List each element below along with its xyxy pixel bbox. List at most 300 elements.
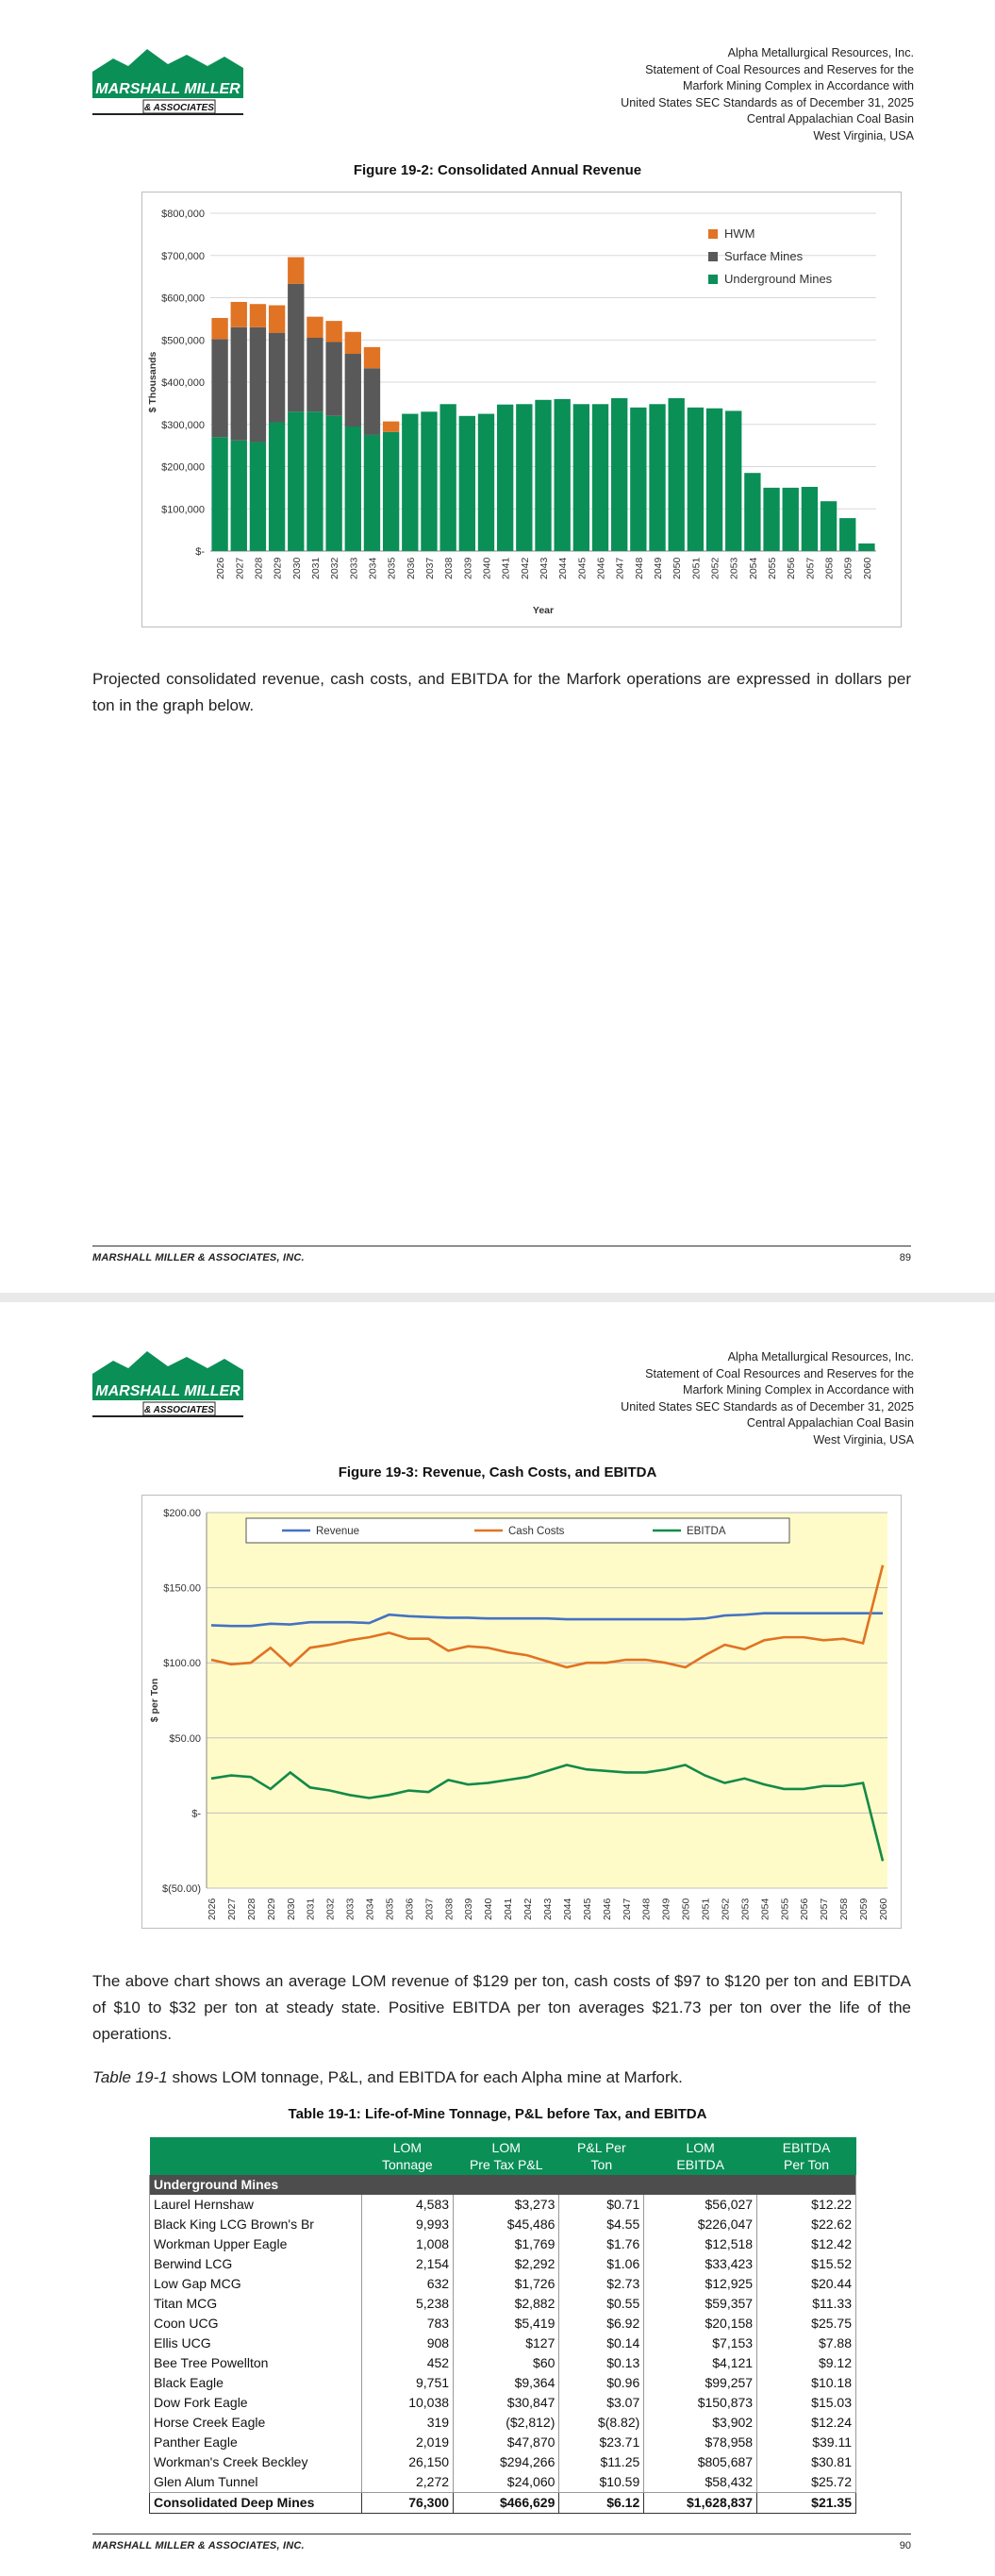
- bar-segment: [325, 321, 341, 342]
- x-tick-label: 2040: [481, 557, 493, 579]
- per-ton-line-chart-svg: [142, 1496, 901, 1928]
- table-cell: $12.24: [757, 2413, 856, 2433]
- table-cell: $0.71: [559, 2195, 644, 2215]
- x-tick-label: 2055: [779, 1898, 791, 1920]
- table-cell: $12.42: [757, 2234, 856, 2254]
- x-axis-label: Year: [532, 605, 555, 616]
- table-cell: $25.75: [757, 2314, 856, 2333]
- table-row: [150, 2373, 856, 2393]
- page-header: [518, 1349, 914, 1449]
- x-tick-label: 2038: [443, 557, 456, 579]
- table-row: [150, 2215, 856, 2234]
- y-tick-label: $-: [195, 546, 205, 558]
- legend-label: Underground Mines: [724, 272, 833, 286]
- table-cell: $10.18: [757, 2373, 856, 2393]
- table-cell: Panther Eagle: [150, 2433, 362, 2452]
- page2-paragraph-1: The above chart shows an average LOM revenue of $129 per ton, cash costs of $97 to $120 per ton and EBITDA of $10 to $32 per ton at steady state. Positive EBITDA per ton averages $21.73 per ton over the life of the operations.: [92, 1972, 911, 2043]
- table-cell: Low Gap MCG: [150, 2274, 362, 2294]
- table-cell: $150,873: [644, 2393, 757, 2413]
- table-row: [150, 2254, 856, 2274]
- table-cell: $294,266: [454, 2452, 559, 2472]
- x-tick-label: 2028: [245, 1898, 257, 1920]
- x-tick-label: 2056: [799, 1898, 811, 1920]
- table-cell: $47,870: [454, 2433, 559, 2452]
- table-cell: $45,486: [454, 2215, 559, 2234]
- section-row: [150, 2175, 856, 2195]
- x-tick-label: 2045: [581, 1898, 593, 1920]
- table-row: [150, 2333, 856, 2353]
- table-19-1-title: Table 19-1: Life-of-Mine Tonnage, P&L before Tax, and EBITDA: [288, 2106, 707, 2122]
- company-logo: [92, 1347, 243, 1418]
- x-tick-label: 2051: [700, 1898, 712, 1920]
- table-cell: $33,423: [644, 2254, 757, 2274]
- table-cell: $1.76: [559, 2234, 644, 2254]
- x-tick-label: 2033: [348, 557, 360, 579]
- bar-segment: [763, 488, 779, 551]
- table-cell: 1,008: [361, 2234, 453, 2254]
- table-cell: $56,027: [644, 2195, 757, 2215]
- header-line-6: West Virginia, USA: [813, 128, 914, 142]
- bar-segment: [688, 408, 704, 551]
- table-cell: 9,993: [361, 2215, 453, 2234]
- y-tick-label: $(50.00): [162, 1883, 201, 1895]
- x-tick-label: 2037: [423, 1898, 436, 1920]
- table-row: [150, 2195, 856, 2215]
- legend-swatch: [708, 229, 718, 239]
- table-row: [150, 2433, 856, 2452]
- legend-swatch: [708, 252, 718, 261]
- bar-segment: [497, 405, 513, 551]
- table-cell: $58,432: [644, 2472, 757, 2493]
- table-cell: $12,518: [644, 2234, 757, 2254]
- header-line-4: United States SEC Standards as of December 31, 2025: [621, 95, 914, 109]
- table-cell: 26,150: [361, 2452, 453, 2472]
- y-axis-label: $ per Ton: [149, 1678, 160, 1723]
- x-tick-label: 2047: [614, 557, 626, 579]
- bar-segment: [211, 339, 227, 437]
- table-cell: $0.96: [559, 2373, 644, 2393]
- x-tick-label: 2053: [739, 1898, 752, 1920]
- table-cell: $22.62: [757, 2215, 856, 2234]
- table-cell: 452: [361, 2353, 453, 2373]
- table-row: [150, 2353, 856, 2373]
- x-tick-label: 2034: [364, 1898, 376, 1920]
- table-row: [150, 2393, 856, 2413]
- table-cell: Titan MCG: [150, 2294, 362, 2314]
- section-label: Underground Mines: [150, 2175, 856, 2195]
- legend-label: EBITDA: [687, 1526, 726, 1537]
- table-cell: $30,847: [454, 2393, 559, 2413]
- bar-segment: [744, 473, 760, 551]
- table-cell: 908: [361, 2333, 453, 2353]
- x-tick-label: 2048: [640, 1898, 653, 1920]
- table-cell: Laurel Hernshaw: [150, 2195, 362, 2215]
- revenue-bar-chart-svg: [142, 192, 901, 627]
- bar-segment: [821, 501, 837, 551]
- table-row: [150, 2234, 856, 2254]
- table-cell: $2,882: [454, 2294, 559, 2314]
- table-cell: $127: [454, 2333, 559, 2353]
- x-tick-label: 2046: [595, 557, 607, 579]
- table-row: [150, 2413, 856, 2433]
- figure-19-3-title: Figure 19-3: Revenue, Cash Costs, and EBITDA: [338, 1464, 657, 1480]
- table-cell: $0.13: [559, 2353, 644, 2373]
- table-cell: $0.55: [559, 2294, 644, 2314]
- page-number: 89: [899, 1252, 911, 1263]
- x-tick-label: 2049: [653, 557, 665, 579]
- bar-segment: [535, 400, 551, 551]
- y-tick-label: $-: [191, 1808, 201, 1820]
- bar-segment: [231, 441, 247, 551]
- table-cell: $9,364: [454, 2373, 559, 2393]
- table-cell: 9,751: [361, 2373, 453, 2393]
- x-tick-label: 2032: [329, 557, 341, 579]
- header-line-4: United States SEC Standards as of December 31, 2025: [621, 1399, 914, 1413]
- column-header: LOM EBITDA: [644, 2137, 757, 2175]
- table-cell: $2,292: [454, 2254, 559, 2274]
- legend-label: Revenue: [316, 1526, 360, 1537]
- x-tick-label: 2053: [728, 557, 740, 579]
- logo-text-bottom: & ASSOCIATES: [144, 1405, 214, 1415]
- y-tick-label: $800,000: [161, 209, 205, 220]
- x-tick-label: 2049: [660, 1898, 672, 1920]
- bar-segment: [402, 414, 418, 551]
- x-tick-label: 2060: [861, 557, 873, 579]
- table-cell: 319: [361, 2413, 453, 2433]
- bar-segment: [858, 544, 874, 551]
- y-tick-label: $50.00: [169, 1732, 201, 1745]
- x-tick-label: 2044: [557, 557, 570, 579]
- x-tick-label: 2041: [500, 557, 512, 579]
- table-cell: $12,925: [644, 2274, 757, 2294]
- legend-swatch: [708, 275, 718, 284]
- table-cell: Workman Upper Eagle: [150, 2234, 362, 2254]
- table-cell: $20.44: [757, 2274, 856, 2294]
- bar-segment: [669, 398, 685, 551]
- y-tick-label: $200.00: [163, 1508, 201, 1519]
- y-tick-label: $100.00: [163, 1658, 201, 1670]
- logo-text-top: MARSHALL MILLER: [95, 1383, 240, 1399]
- table-cell: $25.72: [757, 2472, 856, 2493]
- y-tick-label: $700,000: [161, 250, 205, 262]
- bar-segment: [592, 404, 608, 551]
- table-cell: $24,060: [454, 2472, 559, 2493]
- table-cell: 2,019: [361, 2433, 453, 2452]
- x-tick-label: 2042: [519, 557, 531, 579]
- total-row: [150, 2493, 856, 2514]
- x-tick-label: 2043: [539, 557, 550, 579]
- x-tick-label: 2039: [463, 1898, 475, 1920]
- table-cell: 5,238: [361, 2294, 453, 2314]
- x-tick-label: 2036: [405, 557, 417, 579]
- bar-segment: [211, 437, 227, 551]
- table-row: [150, 2314, 856, 2333]
- table-cell: $11.25: [559, 2452, 644, 2472]
- x-tick-label: 2052: [720, 1898, 732, 1920]
- x-tick-label: 2032: [324, 1898, 337, 1920]
- legend-label: Surface Mines: [724, 249, 804, 263]
- table-row: [150, 2452, 856, 2472]
- bar-segment: [269, 423, 285, 551]
- table-header-row: [150, 2137, 856, 2175]
- plot-area: [207, 1513, 887, 1888]
- legend-label: HWM: [724, 226, 755, 241]
- table-row: [150, 2274, 856, 2294]
- table-cell: $20,158: [644, 2314, 757, 2333]
- per-ton-line-chart: [141, 1495, 902, 1929]
- bar-segment: [630, 408, 646, 551]
- bar-segment: [250, 327, 266, 443]
- table-cell: $60: [454, 2353, 559, 2373]
- table-cell: 783: [361, 2314, 453, 2333]
- table-cell: $3.07: [559, 2393, 644, 2413]
- table-reference: Table 19-1: [92, 2068, 168, 2086]
- bar-segment: [307, 317, 323, 338]
- table-cell: $4,121: [644, 2353, 757, 2373]
- x-tick-label: 2040: [483, 1898, 495, 1920]
- x-tick-label: 2048: [633, 557, 645, 579]
- x-tick-label: 2047: [621, 1898, 633, 1920]
- logo-text-top: MARSHALL MILLER: [95, 81, 240, 97]
- bar-segment: [325, 342, 341, 415]
- bar-segment: [783, 488, 799, 551]
- x-tick-label: 2043: [542, 1898, 554, 1920]
- bar-segment: [839, 518, 855, 551]
- x-tick-label: 2046: [601, 1898, 613, 1920]
- column-header: LOM Tonnage: [361, 2137, 453, 2175]
- x-tick-label: 2057: [819, 1898, 831, 1920]
- table-cell: Black Eagle: [150, 2373, 362, 2393]
- table-cell: $30.81: [757, 2452, 856, 2472]
- bar-segment: [649, 404, 665, 551]
- x-tick-label: 2027: [225, 1898, 238, 1920]
- x-tick-label: 2026: [215, 557, 227, 579]
- table-cell: 632: [361, 2274, 453, 2294]
- x-tick-label: 2041: [503, 1898, 515, 1920]
- table-cell: $10.59: [559, 2472, 644, 2493]
- table-cell: $0.14: [559, 2333, 644, 2353]
- bar-segment: [364, 368, 380, 435]
- bar-segment: [211, 318, 227, 339]
- footer-firm: MARSHALL MILLER & ASSOCIATES, INC.: [92, 1252, 305, 1263]
- x-tick-label: 2039: [462, 557, 474, 579]
- y-tick-label: $600,000: [161, 293, 205, 305]
- bar-segment: [383, 432, 399, 551]
- x-tick-label: 2036: [404, 1898, 416, 1920]
- table-cell: $466,629: [454, 2493, 559, 2514]
- bar-segment: [345, 354, 361, 427]
- header-line-3: Marfork Mining Complex in Accordance with: [683, 1383, 914, 1397]
- table-cell: $1,769: [454, 2234, 559, 2254]
- table-cell: Workman's Creek Beckley: [150, 2452, 362, 2472]
- table-cell: $11.33: [757, 2294, 856, 2314]
- table-cell: $1,628,837: [644, 2493, 757, 2514]
- logo-graphic: [92, 1347, 243, 1418]
- y-tick-label: $300,000: [161, 419, 205, 431]
- table-cell: $59,357: [644, 2294, 757, 2314]
- table-cell: 10,038: [361, 2393, 453, 2413]
- bar-segment: [516, 404, 532, 551]
- bar-segment: [364, 347, 380, 368]
- x-tick-label: 2044: [561, 1898, 573, 1920]
- table-cell: $1,726: [454, 2274, 559, 2294]
- header-line-5: Central Appalachian Coal Basin: [746, 1416, 914, 1430]
- bar-segment: [439, 404, 456, 551]
- table-cell: $7,153: [644, 2333, 757, 2353]
- table-cell: $9.12: [757, 2353, 856, 2373]
- footer-firm: MARSHALL MILLER & ASSOCIATES, INC.: [92, 2540, 305, 2551]
- bar-segment: [611, 398, 627, 551]
- y-tick-label: $100,000: [161, 504, 205, 516]
- bar-segment: [307, 338, 323, 411]
- table-cell: Bee Tree Powellton: [150, 2353, 362, 2373]
- table-cell: $15.52: [757, 2254, 856, 2274]
- bar-segment: [459, 416, 475, 551]
- table-body: [150, 2175, 856, 2514]
- column-header: P&L Per Ton: [559, 2137, 644, 2175]
- column-header: [150, 2137, 362, 2175]
- page2-paragraph-2: [92, 2065, 911, 2091]
- table-cell: $21.35: [757, 2493, 856, 2514]
- bar-segment: [288, 411, 304, 551]
- revenue-bar-chart: [141, 192, 902, 627]
- table-cell: $99,257: [644, 2373, 757, 2393]
- table-cell: 4,583: [361, 2195, 453, 2215]
- y-tick-label: $400,000: [161, 377, 205, 389]
- x-tick-label: 2054: [759, 1898, 771, 1920]
- column-header: EBITDA Per Ton: [757, 2137, 856, 2175]
- table-cell: $3,902: [644, 2413, 757, 2433]
- bar-segment: [269, 333, 285, 423]
- table-cell: Horse Creek Eagle: [150, 2413, 362, 2433]
- x-tick-label: 2051: [690, 557, 703, 579]
- table-cell: 2,272: [361, 2472, 453, 2493]
- table-cell: Black King LCG Brown's Br: [150, 2215, 362, 2234]
- bar-segment: [250, 304, 266, 327]
- page-header: [518, 45, 914, 145]
- header-line-3: Marfork Mining Complex in Accordance with: [683, 79, 914, 93]
- logo-graphic: [92, 45, 243, 116]
- x-tick-label: 2030: [285, 1898, 297, 1920]
- y-tick-label: $150.00: [163, 1582, 201, 1595]
- x-tick-label: 2054: [747, 557, 759, 579]
- table-cell: $7.88: [757, 2333, 856, 2353]
- table-cell: Consolidated Deep Mines: [150, 2493, 362, 2514]
- x-tick-label: 2033: [344, 1898, 357, 1920]
- header-company: Alpha Metallurgical Resources, Inc.: [727, 46, 914, 59]
- bar-segment: [383, 422, 399, 432]
- column-header: LOM Pre Tax P&L: [454, 2137, 559, 2175]
- table-cell: Ellis UCG: [150, 2333, 362, 2353]
- bar-segment: [231, 327, 247, 441]
- x-tick-label: 2059: [858, 1898, 871, 1920]
- bar-segment: [345, 427, 361, 551]
- bar-segment: [345, 332, 361, 354]
- x-tick-label: 2028: [253, 557, 265, 579]
- x-tick-label: 2042: [522, 1898, 535, 1920]
- table-cell: $23.71: [559, 2433, 644, 2452]
- x-tick-label: 2031: [309, 557, 322, 579]
- x-tick-label: 2035: [386, 557, 398, 579]
- header-line-6: West Virginia, USA: [813, 1432, 914, 1447]
- x-tick-label: 2026: [207, 1898, 218, 1920]
- y-tick-label: $500,000: [161, 335, 205, 347]
- table-cell: $1.06: [559, 2254, 644, 2274]
- figure-19-2-title: Figure 19-2: Consolidated Annual Revenue: [353, 162, 642, 178]
- bar-segment: [364, 435, 380, 551]
- table-cell: 2,154: [361, 2254, 453, 2274]
- x-tick-label: 2027: [234, 557, 246, 579]
- bar-segment: [802, 487, 818, 551]
- header-line-5: Central Appalachian Coal Basin: [746, 112, 914, 126]
- table-cell: $39.11: [757, 2433, 856, 2452]
- x-tick-label: 2052: [709, 557, 721, 579]
- table-cell: 76,300: [361, 2493, 453, 2514]
- bar-segment: [706, 409, 722, 551]
- table-cell: Coon UCG: [150, 2314, 362, 2333]
- table-cell: Dow Fork Eagle: [150, 2393, 362, 2413]
- x-tick-label: 2029: [265, 1898, 277, 1920]
- x-tick-label: 2037: [423, 557, 436, 579]
- bar-segment: [250, 443, 266, 551]
- bar-segment: [573, 404, 589, 551]
- table-cell: $5,419: [454, 2314, 559, 2333]
- bar-segment: [478, 414, 494, 551]
- table-cell: $226,047: [644, 2215, 757, 2234]
- x-tick-label: 2038: [443, 1898, 456, 1920]
- table-cell: $12.22: [757, 2195, 856, 2215]
- table-cell: $15.03: [757, 2393, 856, 2413]
- x-tick-label: 2034: [367, 557, 379, 579]
- x-tick-label: 2050: [680, 1898, 692, 1920]
- x-tick-label: 2029: [272, 557, 284, 579]
- table-cell: ($2,812): [454, 2413, 559, 2433]
- legend-label: Cash Costs: [508, 1526, 565, 1537]
- table-cell: $(8.82): [559, 2413, 644, 2433]
- bar-segment: [307, 411, 323, 551]
- table-cell: $4.55: [559, 2215, 644, 2234]
- paragraph-2-text: shows LOM tonnage, P&L, and EBITDA for each Alpha mine at Marfork.: [167, 2068, 683, 2086]
- company-logo: [92, 45, 243, 116]
- x-tick-label: 2031: [305, 1898, 317, 1920]
- x-tick-label: 2035: [384, 1898, 396, 1920]
- page1-paragraph: Projected consolidated revenue, cash costs, and EBITDA for the Marfork operations are expressed in dollars per ton in the graph below.: [92, 670, 911, 714]
- header-line-2: Statement of Coal Resources and Reserves for the: [645, 62, 914, 76]
- bar-segment: [288, 284, 304, 412]
- page-90: [0, 1302, 995, 2576]
- table-cell: $6.12: [559, 2493, 644, 2514]
- table-cell: $6.92: [559, 2314, 644, 2333]
- table-cell: $805,687: [644, 2452, 757, 2472]
- bar-segment: [269, 306, 285, 333]
- x-tick-label: 2059: [842, 557, 854, 579]
- x-tick-label: 2057: [804, 557, 817, 579]
- x-tick-label: 2045: [576, 557, 589, 579]
- table-cell: Berwind LCG: [150, 2254, 362, 2274]
- bar-segment: [554, 399, 570, 551]
- logo-text-bottom: & ASSOCIATES: [144, 103, 214, 113]
- table-row: [150, 2294, 856, 2314]
- x-tick-label: 2050: [672, 557, 684, 579]
- lom-table: [149, 2137, 856, 2514]
- table-cell: $3,273: [454, 2195, 559, 2215]
- table-cell: Glen Alum Tunnel: [150, 2472, 362, 2493]
- x-tick-label: 2056: [786, 557, 798, 579]
- y-axis-label: $ Thousands: [147, 351, 158, 413]
- x-tick-label: 2060: [878, 1898, 889, 1920]
- bar-segment: [421, 411, 437, 551]
- x-tick-label: 2055: [767, 557, 779, 579]
